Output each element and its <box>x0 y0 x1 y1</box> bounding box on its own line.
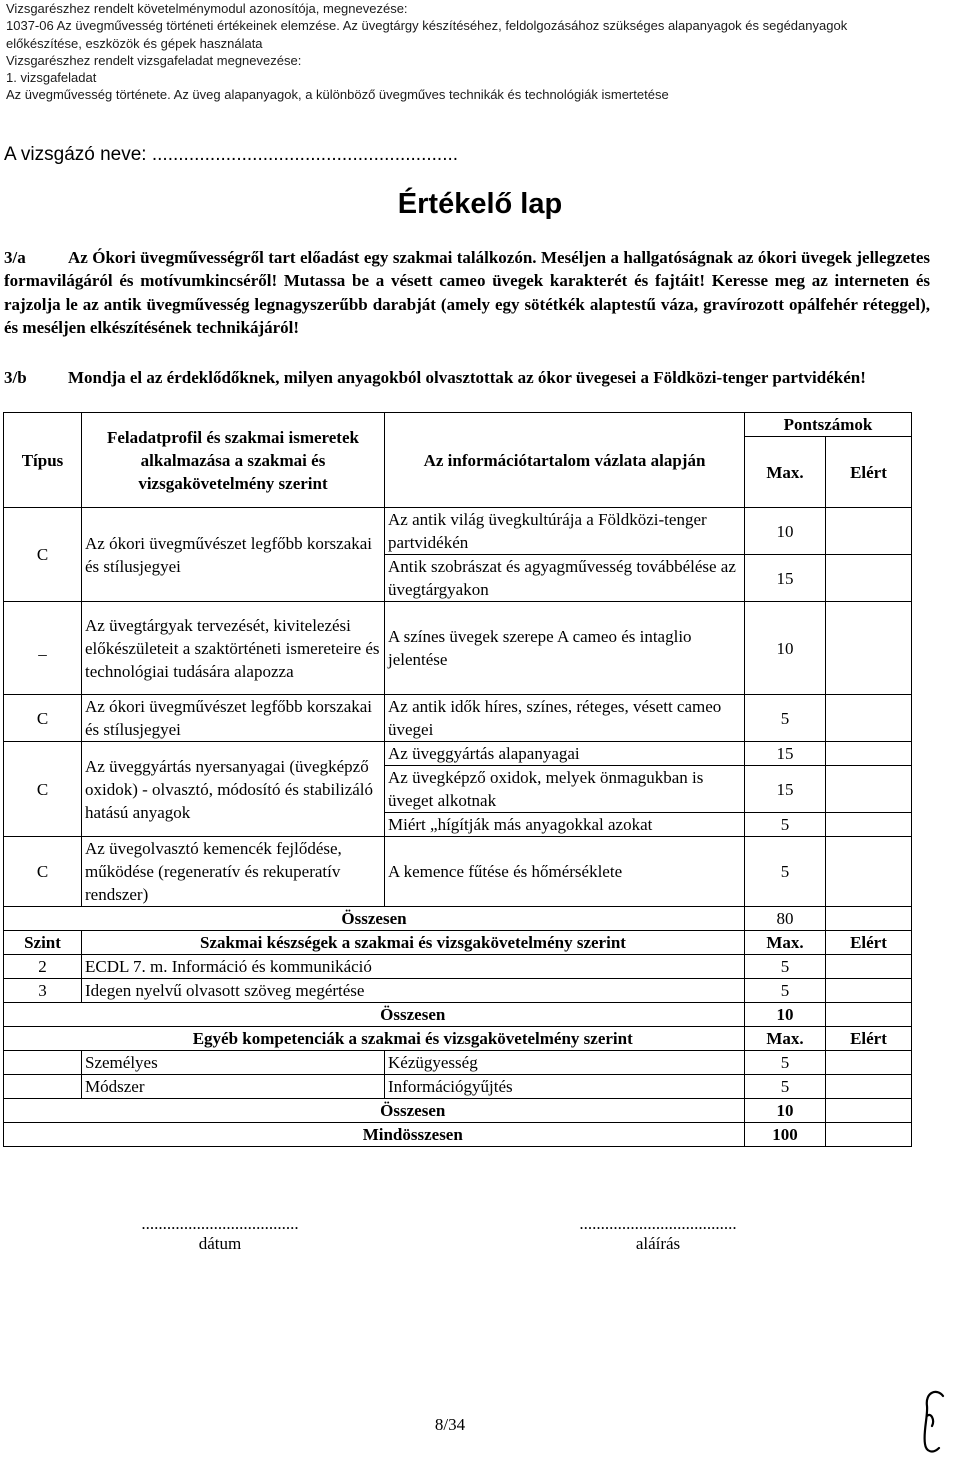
table-row <box>4 602 912 695</box>
max-cell: 5 <box>745 979 826 1003</box>
profile-cell: Az üveggyártás nyersanyagai (üvegképző oxidok) - olvasztó, módosító és stabilizáló hatású anyagok <box>82 742 385 837</box>
achieved-cell[interactable] <box>826 508 912 555</box>
other-header: Egyéb kompetenciák a szakmai és vizsgakövetelmény szerint <box>82 1027 745 1051</box>
document-header <box>6 0 951 104</box>
info-cell: Miért „hígítják más anyagokkal azokat <box>385 813 745 837</box>
achieved-cell[interactable] <box>826 602 912 695</box>
skills-header-row <box>4 931 912 955</box>
info-cell: A kemence fűtése és hőmérséklete <box>385 837 745 907</box>
table-row <box>4 979 912 1003</box>
competence-cell: Személyes <box>82 1051 385 1075</box>
achieved-cell[interactable] <box>826 555 912 602</box>
profile-cell: Az ókori üvegművészet legfőbb korszakai és stílusjegyei <box>82 695 385 742</box>
date-label: dátum <box>198 1234 242 1253</box>
max-cell: 15 <box>745 555 826 602</box>
task-label: 3/b <box>4 368 27 387</box>
achieved-header: Elért <box>826 1027 912 1051</box>
max-cell: 15 <box>745 766 826 813</box>
type-cell: C <box>4 742 82 837</box>
table-row <box>4 1075 912 1099</box>
table-row <box>4 837 912 907</box>
type-cell: C <box>4 508 82 602</box>
header-line: Az üvegművesség története. Az üveg alapanyagok, a különböző üvegműves technikák és technológiák ismertetése <box>6 87 669 103</box>
max-header: Max. <box>745 1027 826 1051</box>
max-cell: 5 <box>745 1051 826 1075</box>
max-cell: 5 <box>745 695 826 742</box>
date-signature-block <box>70 1214 370 1254</box>
achieved-cell[interactable] <box>826 1075 912 1099</box>
grand-total-achieved[interactable] <box>826 1123 912 1147</box>
task-3a <box>4 246 930 340</box>
skills-header: Szakmai készségek a szakmai és vizsgakövetelmény szerint <box>82 931 745 955</box>
signature-block <box>508 1214 808 1254</box>
subtotal-row <box>4 1099 912 1123</box>
achieved-cell[interactable] <box>826 695 912 742</box>
achieved-cell[interactable] <box>826 979 912 1003</box>
type-cell: C <box>4 695 82 742</box>
subtotal-label: Összesen <box>82 1003 745 1027</box>
max-cell: 10 <box>745 508 826 555</box>
info-header: Az információtartalom vázlata alapján <box>385 413 745 508</box>
profile-header: Feladatprofil és szakmai ismeretek alkalmazása a szakmai és vizsgakövetelmény szerint <box>82 413 385 508</box>
subtotal-achieved[interactable] <box>826 907 912 931</box>
achieved-cell[interactable] <box>826 837 912 907</box>
max-cell: 5 <box>745 1075 826 1099</box>
achieved-cell[interactable] <box>826 742 912 766</box>
achieved-header: Elért <box>826 931 912 955</box>
max-cell: 10 <box>745 602 826 695</box>
table-row <box>4 955 912 979</box>
achieved-cell[interactable] <box>826 955 912 979</box>
competence-cell: Módszer <box>82 1075 385 1099</box>
candidate-name-field: A vizsgázó neve: .......................................................... <box>4 144 459 165</box>
info-cell: Az antik idők híres, színes, réteges, vésett cameo üvegei <box>385 695 745 742</box>
skill-cell: ECDL 7. m. Információ és kommunikáció <box>82 955 745 979</box>
signature-label: aláírás <box>635 1234 681 1253</box>
table-row <box>4 695 912 742</box>
table-row <box>4 742 912 766</box>
level-cell: 2 <box>4 955 82 979</box>
subtotal-row <box>4 1003 912 1027</box>
header-line: 1037-06 Az üvegművesség történeti értékeinek elemzése. Az üvegtárgy készítéséhez, feldolgozásához szükséges alapanyagok és segédanyagok <box>6 18 848 34</box>
profile-cell: Az ókori üvegművészet legfőbb korszakai és stílusjegyei <box>82 508 385 602</box>
achieved-cell[interactable] <box>826 813 912 837</box>
max-cell: 15 <box>745 742 826 766</box>
subtotal-max: 80 <box>745 907 826 931</box>
header-line: 1. vizsgafeladat <box>6 70 97 86</box>
subtotal-max: 10 <box>745 1003 826 1027</box>
other-header-row <box>4 1027 912 1051</box>
subtotal-achieved[interactable] <box>826 1099 912 1123</box>
max-cell: 5 <box>745 813 826 837</box>
info-cell: Antik szobrászat és agyagművesség továbbélése az üvegtárgyakon <box>385 555 745 602</box>
signature-dots: ..................................... <box>579 1214 737 1233</box>
table-header-row <box>4 413 912 437</box>
profile-cell: Az üvegolvasztó kemencék fejlődése, működése (regeneratív és rekuperatív rendszer) <box>82 837 385 907</box>
handwritten-initial-icon <box>915 1386 953 1456</box>
info-cell: Az üvegképző oxidok, melyek önmagukban is üveget alkotnak <box>385 766 745 813</box>
page-number: 8/34 <box>434 1415 466 1434</box>
task-label: 3/a <box>4 248 26 267</box>
task-text: Mondja el az érdeklődőknek, milyen anyagokból olvasztottak az ókor üvegesei a Földközi-tenger partvidékén! <box>68 368 866 387</box>
task-3b <box>4 366 930 389</box>
type-cell: C <box>4 837 82 907</box>
header-line: előkészítése, eszközök és gépek használata <box>6 35 263 51</box>
competence-cell: Információgyűjtés <box>385 1075 745 1099</box>
header-line: Vizsgarészhez rendelt vizsgafeladat megnevezése: <box>6 52 302 68</box>
date-dots: ..................................... <box>141 1214 299 1233</box>
points-header: Pontszámok <box>745 413 912 437</box>
page-title: Értékelő lap <box>397 188 563 220</box>
grand-total-max: 100 <box>745 1123 826 1147</box>
header-line: Vizsgarészhez rendelt követelménymodul azonosítója, megnevezése: <box>6 1 408 16</box>
achieved-cell[interactable] <box>826 766 912 813</box>
level-cell: 3 <box>4 979 82 1003</box>
table-row <box>4 508 912 555</box>
info-cell: Az üveggyártás alapanyagai <box>385 742 745 766</box>
type-cell: _ <box>4 602 82 695</box>
max-header: Max. <box>745 931 826 955</box>
competence-cell: Kézügyesség <box>385 1051 745 1075</box>
subtotal-label: Összesen <box>82 1099 745 1123</box>
info-cell: Az antik világ üvegkultúrája a Földközi-tenger partvidékén <box>385 508 745 555</box>
table-row <box>4 1051 912 1075</box>
max-cell: 5 <box>745 837 826 907</box>
subtotal-label: Összesen <box>4 907 745 931</box>
subtotal-max: 10 <box>745 1099 826 1123</box>
max-header: Max. <box>745 437 826 508</box>
task-text: Az Ókori üvegművességről tart előadást egy szakmai találkozón. Meséljen a hallgatóságnak az ókori üvegek jellegzetes formavilágáról és motívumkincséről! Mutassa be a vésett cameo üvegek karakterét és fajtáit! Keresse meg az interneten és rajzolja le az antik üvegművesség legnagyszerűbb darabját (amely egy sötétkék alaptestű váza, gravírozott opálfehér réteggel), és meséljen elkészítésének technikájáról! <box>4 248 930 338</box>
grand-total-label: Mindösszesen <box>82 1123 745 1147</box>
achieved-cell[interactable] <box>826 1051 912 1075</box>
level-header: Szint <box>4 931 82 955</box>
profile-cell: Az üvegtárgyak tervezését, kivitelezési előkészületeit a szaktörténeti ismereteire és technológiai tudására alapozza <box>82 602 385 695</box>
type-header: Típus <box>4 413 82 508</box>
score-table <box>3 412 912 1147</box>
subtotal-achieved[interactable] <box>826 1003 912 1027</box>
grand-total-row <box>4 1123 912 1147</box>
info-cell: A színes üvegek szerepe A cameo és intaglio jelentése <box>385 602 745 695</box>
skill-cell: Idegen nyelvű olvasott szöveg megértése <box>82 979 745 1003</box>
subtotal-row <box>4 907 912 931</box>
max-cell: 5 <box>745 955 826 979</box>
achieved-header: Elért <box>826 437 912 508</box>
